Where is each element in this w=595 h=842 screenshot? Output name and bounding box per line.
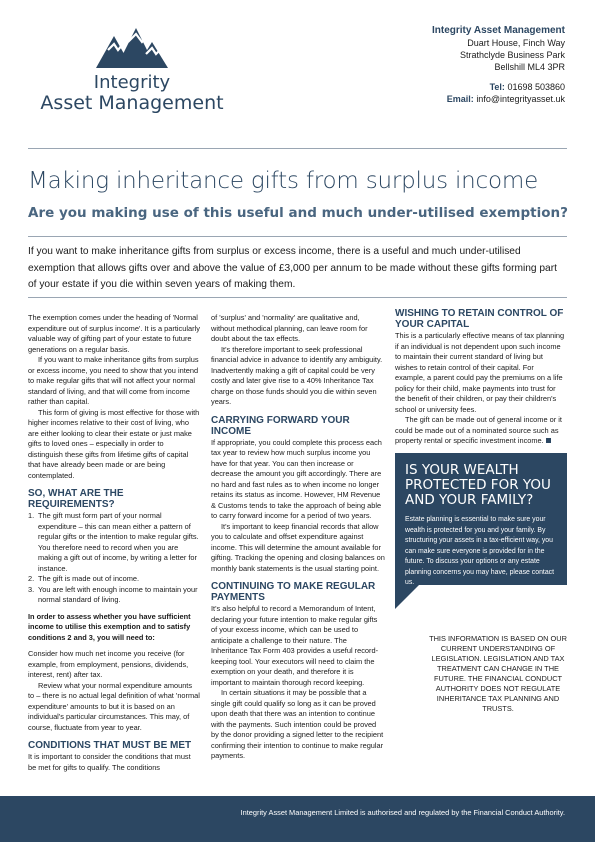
section-heading-continuing: CONTINUING TO MAKE REGULAR PAYMENTS (211, 581, 376, 603)
body-paragraph: It's therefore important to seek professional financial advice in advance to identify any ambiguity. Inadvertently making a gift of capital could be very costly and later give rise to a 40% Inheritance Tax charge on those funds should you die within seven years. (211, 344, 383, 406)
callout-box (395, 453, 567, 585)
phone-number[interactable]: 01698 503860 (507, 82, 565, 92)
body-paragraph: If you want to make inheritance gifts from surplus or excess income, you need to show that you intend to make regular gifts that will not affect your normal standard of living, and that will come from income rather than capital. (28, 355, 199, 406)
bold-note: In order to assess whether you have sufficient income to utilise this exemption and to satisfy conditions 2 and 3, you will need to: (28, 611, 191, 642)
article-column-3 (395, 308, 565, 447)
contact-email (432, 93, 565, 105)
article-column-2 (211, 313, 385, 762)
body-paragraph: If appropriate, you could complete this process each tax year to review how much surplus income you have for that year. You can then increase or decrease the amount you gift accordingly. There are no hard and fast rules as to when income no longer retains its status as income. However, HM Revenue & Customs tends to take the approach of being able to carry forward income for a period of two years. (211, 437, 382, 520)
intro-top-divider (28, 236, 567, 237)
page-subtitle: Are you making use of this useful and much under-utilised exemption? (28, 205, 568, 221)
body-paragraph: The gift can be made out of general income or it could be made out of a nominated source such as property rental or specific investment income. (395, 415, 562, 445)
mountain-peaks-logo-icon (96, 24, 168, 68)
body-paragraph: Review what your normal expenditure amounts to – there is no actual legal definition of what 'normal expenditure' amounts to but it is based on an individual's particular circumstances. This may, of course, fluctuate from year to year. (28, 680, 200, 732)
legal-disclaimer: THIS INFORMATION IS BASED ON OUR CURRENT UNDERSTANDING OF LEGISLATION. LEGISLATION AND TAX TREATMENT CAN CHANGE IN THE FUTURE. THE FINANCIAL CONDUCT AUTHORITY DOES NOT REGULATE INHERITANCE TAX PLANNING AND TRUSTS. (429, 634, 567, 713)
requirements-list (28, 511, 200, 606)
section-heading-requirements: SO, WHAT ARE THE REQUIREMENTS? (28, 488, 124, 510)
header-divider (28, 148, 567, 149)
logo-text-line2: Asset Management (40, 92, 224, 114)
section-heading-carry-forward: CARRYING FORWARD YOUR INCOME (211, 414, 350, 437)
list-item: 1. The gift must form part of your normal expenditure – this can mean either a pattern of regular gifts or the intention to make regular gifts. You therefore need to record when you are making a gift out of income, by writing a letter for instance. (28, 511, 199, 573)
intro-bottom-divider (28, 297, 567, 298)
body-paragraph: Consider how much net income you receive (for example, from employment, pensions, dividends, interest, rent) after tax. (28, 649, 189, 679)
body-paragraph: The exemption comes under the heading of 'Normal expenditure out of surplus income'. It is a particularly valuable way of gifting part of your estate to future generations on a regular basis. (28, 313, 200, 354)
phone-label: Tel: (489, 82, 505, 92)
list-item: 3. You are left with enough income to maintain your normal standard of living. (28, 584, 198, 604)
company-logo (32, 24, 232, 124)
section-heading-retain-control: WISHING TO RETAIN CONTROL OF YOUR CAPITAL (395, 308, 564, 330)
contact-phone (432, 81, 565, 93)
email-label: Email: (446, 94, 474, 104)
section-heading-conditions: CONDITIONS THAT MUST BE MET (28, 740, 192, 751)
body-paragraph: of 'surplus' and 'normality' are qualitative and, without methodical planning, can leave room for doubt about the tax effects. (211, 313, 368, 343)
footer-bar (0, 796, 595, 842)
page-title: Making inheritance gifts from surplus income (28, 168, 539, 194)
contact-company: Integrity Asset Management (432, 25, 565, 36)
body-paragraph: It's also helpful to record a Memorandum of Intent, declaring your future intention to make regular gifts of your excess income, which can be used to anticipate a challenge to their nature. The Inheritance Tax Form 403 provides a useful record-keeping tool. Your executors will need to claim the exemption on your death, and therefore it is important to maintain thorough record keeping. (211, 604, 379, 687)
end-of-article-mark-icon (546, 438, 551, 443)
list-item: 2. The gift is made out of income. (28, 574, 140, 583)
contact-address-line: Strathclyde Business Park (459, 50, 565, 60)
body-paragraph: It is important to consider the conditions that must be met for gifts to qualify. The conditions (28, 752, 191, 772)
body-paragraph: This is a particularly effective means of tax planning if an individual is not dependent upon such income to maintain their current standard of living but wishes to retain control of their capital. For example, a parent could pay the premiums on a life policy for their child, make payments into trust for the benefit of their children, or pay their children's school or university fees. (395, 331, 565, 414)
email-address[interactable]: info@integrityasset.uk (476, 94, 565, 104)
body-paragraph: In certain situations it may be possible that a single gift could qualify so long as it can be proved upon death that there was an intention to continue with the payments. Such intention could be proved by the donor providing a signed letter to the recipient confirming their intention to continue to make regular payments. (211, 688, 384, 760)
contact-address-line: Duart House, Finch Way (467, 38, 565, 48)
article-column-1 (28, 313, 200, 773)
logo-text-line1: Integrity (93, 72, 171, 93)
body-paragraph: It's important to keep financial records that allow you to calculate and offset expenditure against income. This will determine the amount available for gifting. Tracking the opening and closing balances on monthly bank statements is the usual starting point. (211, 521, 385, 573)
contact-address-line: Bellshill ML4 3PR (494, 62, 565, 72)
footer-regulatory-text: Integrity Asset Management Limited is authorised and regulated by the Financial Conduct Authority. (240, 808, 565, 817)
contact-block (432, 25, 565, 105)
intro-paragraph: If you want to make inheritance gifts from surplus or excess income, there is a useful and much under-utilised exemption that allows gifts over and above the value of £3,000 per annum to be made without these gifts forming part of your estate if you die within seven years of making them. (28, 246, 557, 290)
callout-body: Estate planning is essential to make sure your wealth is protected for you and your family. By structuring your assets in a tax-efficient way, you can make sure everyone is provided for in the future. To discuss your options or any estate planning concerns you may have, please contact us. (405, 516, 555, 586)
callout-title: IS YOUR WEALTH PROTECTED FOR YOU AND YOUR FAMILY? (405, 462, 551, 508)
body-paragraph: This form of giving is most effective for those with higher incomes relative to their cost of living, who are either looking to clear their estate or just make gifts to loved ones – especially in order to distinguish these gifts from lifetime gifts of capital that have already been made or are being contemplated. (28, 407, 200, 480)
callout-tail-shape (395, 585, 419, 609)
